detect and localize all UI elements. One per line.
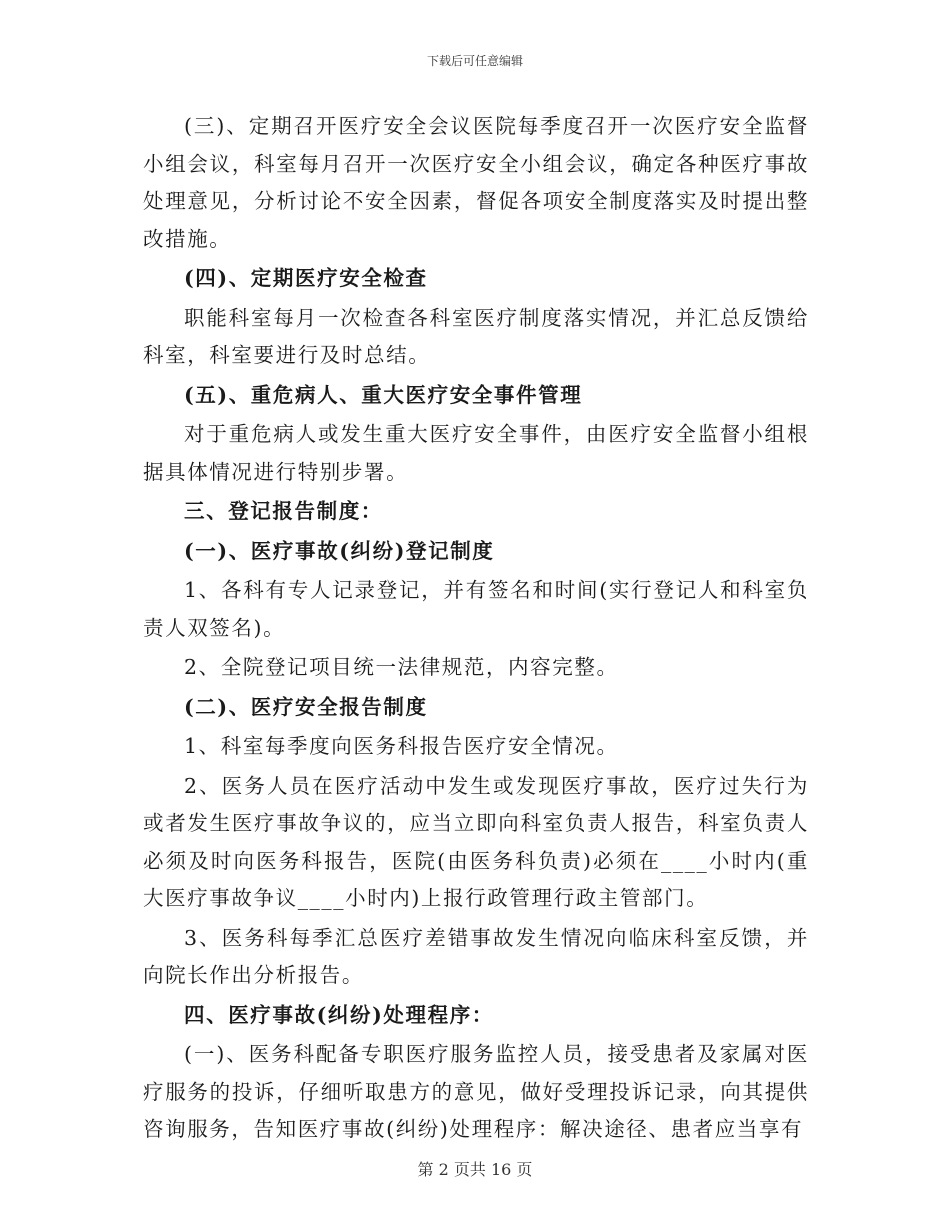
paragraph: 职能科室每月一次检查各科室医疗制度落实情况，并汇总反馈给科室，科室要进行及时总结。 (143, 305, 809, 367)
document-body (143, 108, 809, 1151)
section-heading: 四、医疗事故(纠纷)处理程序： (184, 1002, 494, 1027)
paragraph: 2、全院登记项目统一法律规范，内容完整。 (184, 655, 619, 679)
page-header: 下载后可任意编辑 (426, 54, 523, 68)
page-footer: 第 2 页共 16 页 (417, 1160, 533, 1179)
paragraph: 2、医务人员在医疗活动中发生或发现医疗事故，医疗过失行为或者发生医疗事故争议的，应当立即向科室负责人报告，科室负责人必须及时向医务科报告，医院(由医务科负责)必须在____小时内(重大医疗事故争议____小时内)上报行政管理行政主管部门。 (143, 773, 809, 910)
paragraph: 1、各科有专人记录登记，并有签名和时间(实行登记人和科室负责人双签名)。 (143, 578, 809, 640)
paragraph: (三)、定期召开医疗安全会议医院每季度召开一次医疗安全监督小组会议，科室每月召开一次医疗安全小组会议，确定各种医疗事故处理意见，分析讨论不安全因素，督促各项安全制度落实及时提出整改措施。 (143, 114, 809, 251)
paragraph: (一)、医务科配备专职医疗服务监控人员，接受患者及家属对医疗服务的投诉，仔细听取患方的意见，做好受理投诉记录，向其提供咨询服务，告知医疗事故(纠纷)处理程序：解决途径、患者应当享有 (143, 1042, 809, 1141)
section-heading: (二)、医疗安全报告制度 (184, 694, 428, 719)
paragraph: 3、医务科每季汇总医疗差错事故发生情况向临床科室反馈，并向院长作出分析报告。 (143, 925, 809, 987)
paragraph: 1、科室每季度向医务科报告医疗安全情况。 (184, 734, 619, 758)
paragraph: 对于重危病人或发生重大医疗安全事件，由医疗安全监督小组根据具体情况进行特别步署。 (143, 422, 809, 484)
section-heading: (四)、定期医疗安全检查 (184, 266, 428, 290)
section-heading: (一)、医疗事故(纠纷)登记制度 (184, 538, 495, 563)
section-heading: 三、登记报告制度： (184, 499, 383, 523)
section-heading: (五)、重危病人、重大医疗安全事件管理 (184, 382, 583, 407)
